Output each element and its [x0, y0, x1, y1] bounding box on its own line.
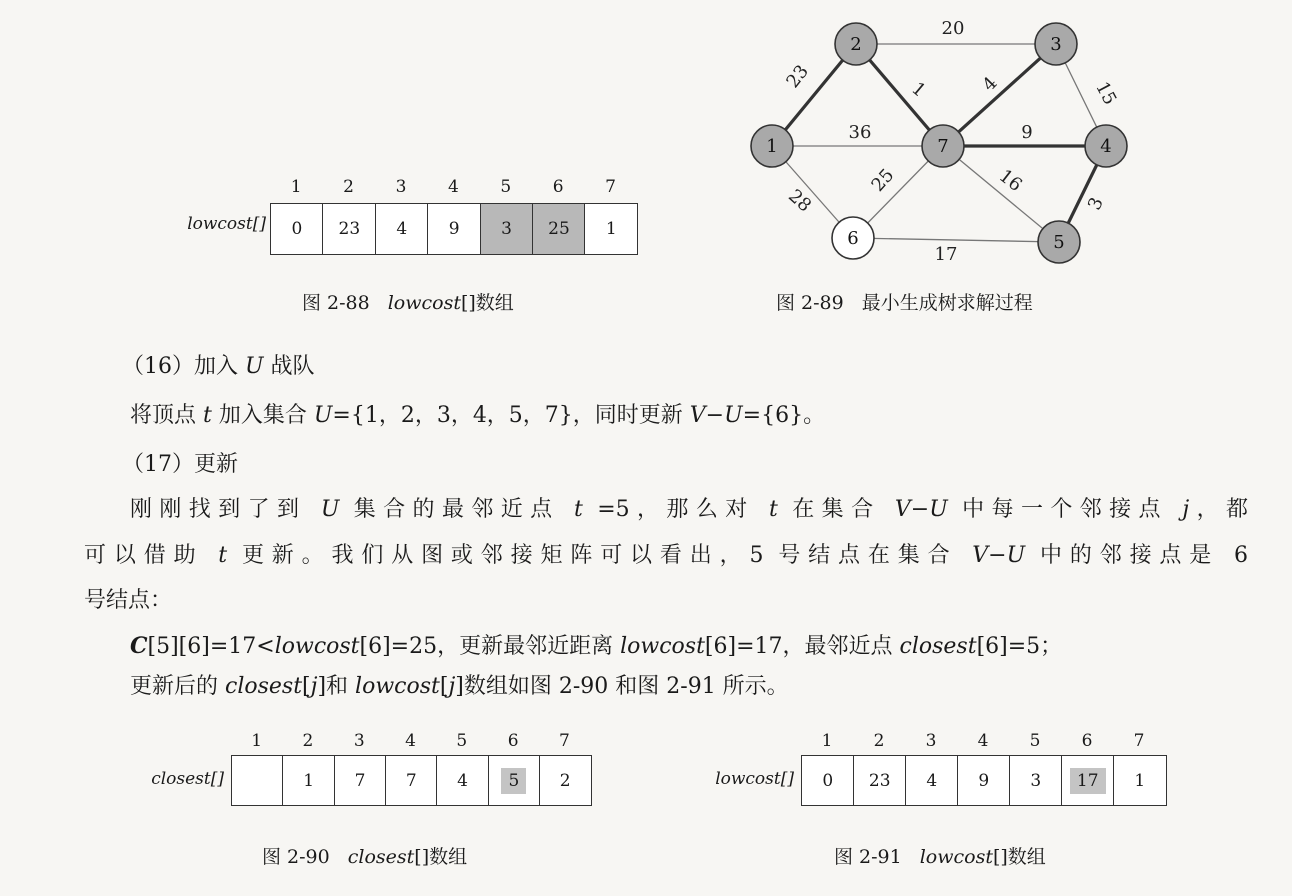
array-index: 7: [559, 731, 570, 751]
array-cell-value: 4: [457, 770, 468, 791]
graph-node-label: 1: [766, 136, 778, 157]
array-cell-value: 5: [501, 768, 526, 794]
var: U: [245, 354, 264, 379]
var: V−U: [894, 497, 948, 522]
array-cell-value: 1: [1134, 770, 1146, 791]
caption-number: 图 2-88: [302, 292, 370, 314]
text: 将顶点: [130, 403, 203, 428]
array-cell: [427, 203, 481, 255]
var: lowcost: [274, 634, 360, 659]
array-index: 4: [405, 731, 416, 751]
var: j: [448, 674, 456, 699]
mst-graph: [740, 10, 1140, 270]
caption-suffix: []数组: [414, 846, 468, 868]
text: ]和: [317, 674, 356, 699]
array-index: 3: [395, 177, 407, 197]
edge-weight-label: 25: [867, 164, 899, 196]
array-cell: [270, 203, 324, 255]
caption-var: lowcost: [919, 846, 993, 868]
edge-weight-label: 9: [1021, 122, 1033, 143]
array-cell-value: 1: [303, 770, 315, 791]
array-index: 7: [605, 177, 616, 197]
edge-weight-label: 17: [934, 244, 958, 265]
paragraph-line-3: [84, 588, 172, 614]
array-cell: [584, 203, 638, 255]
array-cell: [488, 755, 541, 806]
var: closest: [899, 634, 977, 659]
array-cell-value: 3: [1030, 770, 1042, 791]
paragraph-line-1: [130, 497, 1248, 523]
caption-text: 最小生成树求解过程: [861, 292, 1033, 314]
text: 刚刚找到了到: [130, 497, 321, 522]
var: j: [310, 674, 318, 699]
text: [6]=17，最邻近点: [704, 634, 900, 659]
step-16-text: [130, 403, 825, 429]
var: t: [573, 497, 583, 522]
array-cell-value: 2: [559, 770, 571, 791]
graph-node-label: 7: [937, 136, 949, 157]
text: （16）加入: [122, 354, 245, 379]
text: 加入集合: [211, 403, 314, 428]
var: closest: [225, 674, 303, 699]
graph-edge: [943, 146, 1059, 242]
var: lowcost: [620, 634, 705, 659]
caption-var: lowcost: [387, 292, 461, 314]
edge-weight-label: 1: [907, 78, 930, 102]
var: U: [313, 403, 333, 428]
array-cell-value: 17: [1070, 768, 1106, 794]
var: V−U: [689, 403, 743, 428]
array-cell-value: 0: [822, 770, 834, 791]
array-index: 3: [925, 731, 937, 751]
step-16-heading: [122, 354, 315, 380]
array-index: 6: [507, 731, 519, 751]
var: t: [769, 497, 778, 522]
array-index: 5: [1029, 731, 1041, 751]
text: 集合的最邻近点: [339, 497, 574, 522]
array-cell-value: 0: [291, 219, 303, 239]
caption-suffix: []数组: [992, 846, 1046, 868]
text: [6]=5；: [976, 634, 1063, 659]
text: 中的邻接点是 6: [1025, 543, 1248, 568]
array-cell: [436, 755, 489, 806]
graph-node-label: 5: [1053, 232, 1065, 253]
array-cell: [334, 755, 387, 806]
var: t: [203, 403, 212, 428]
caption-number: 图 2-90: [262, 846, 330, 868]
var: V−U: [972, 543, 1026, 568]
array-cell: [957, 755, 1011, 806]
array-cell: [539, 755, 592, 806]
array-cell-value: 1: [605, 219, 617, 239]
edge-weight-label: 3: [1084, 194, 1108, 214]
text: ]数组如图 2-90 和图 2-91 所示。: [455, 674, 789, 699]
text: 战队: [263, 354, 315, 379]
array-cell-value: 7: [354, 770, 366, 791]
graph-node-label: 3: [1050, 34, 1062, 55]
array-cell-value: 4: [926, 770, 938, 791]
array-cell: [231, 755, 284, 806]
array-cell-value: 23: [338, 219, 361, 239]
var: t: [218, 543, 228, 568]
text: [: [439, 674, 449, 699]
graph-node-label: 6: [847, 228, 859, 249]
figure-caption: [834, 842, 1046, 869]
var: U: [320, 497, 340, 522]
text: 更新后的: [130, 674, 225, 699]
array-label: lowcost[]: [187, 214, 266, 234]
formula-line: [130, 633, 1062, 660]
array-index: 6: [552, 177, 564, 197]
text: =5，那么对: [582, 497, 770, 522]
graph-node-label: 4: [1100, 136, 1112, 157]
array-index: 1: [290, 177, 302, 197]
graph-edge: [853, 238, 1059, 242]
text: 号结点：: [84, 588, 173, 613]
array-cell-value: 3: [501, 219, 512, 239]
array-cell-value: 23: [868, 770, 891, 791]
text: 可以借助: [84, 543, 219, 568]
text: [: [302, 674, 311, 699]
array-cell: [1009, 755, 1063, 806]
graph-edge: [943, 44, 1056, 146]
array-index: 4: [977, 731, 989, 751]
array-index: 2: [873, 731, 885, 751]
edge-weight-label: 16: [994, 165, 1026, 196]
text: ={6}。: [742, 403, 826, 428]
graph-node-label: 2: [850, 34, 862, 55]
array-cell: [480, 203, 534, 255]
array-label: closest[]: [151, 769, 224, 789]
array-index: 6: [1081, 731, 1093, 751]
array-cell-value: 25: [548, 219, 570, 239]
array-cell: [385, 755, 438, 806]
array-index: 4: [447, 177, 459, 197]
text: 中每一个邻接点: [947, 497, 1183, 522]
array-index: 7: [1133, 731, 1145, 751]
array-cell: [905, 755, 959, 806]
array-cell-value: 4: [396, 219, 408, 239]
paragraph-line-2: [84, 543, 1248, 569]
caption-number: 图 2-89: [776, 292, 844, 314]
step-17-heading: [122, 452, 238, 478]
edge-weight-label: 23: [782, 61, 813, 93]
array-cell: [1061, 755, 1115, 806]
array-index: 5: [456, 731, 468, 751]
figure-caption: [262, 842, 467, 869]
array-cell: [322, 203, 376, 255]
edge-weight-label: 36: [848, 122, 872, 143]
array-cell: [1113, 755, 1167, 806]
array-label: lowcost[]: [715, 769, 794, 789]
array-cell-value: 9: [448, 219, 460, 239]
array-index: 2: [302, 731, 314, 751]
text: [6]=25，更新最邻近距离: [359, 634, 621, 659]
edge-weight-label: 15: [1091, 78, 1121, 109]
update-line: [130, 674, 789, 700]
edge-weight-label: 20: [941, 18, 965, 39]
var: lowcost: [355, 674, 440, 699]
array-cell-value: 7: [405, 770, 417, 791]
array-cell: [532, 203, 586, 255]
array-cell: [853, 755, 907, 806]
caption-number: 图 2-91: [834, 846, 902, 868]
array-cell: [375, 203, 429, 255]
array-index: 1: [821, 731, 833, 751]
array-index: 1: [251, 731, 263, 751]
figure-caption-2-89: [776, 288, 1033, 315]
text: [5][6]=17<: [147, 634, 275, 659]
array-index: 3: [353, 731, 365, 751]
text: ={1，2，3，4，5，7}，同时更新: [332, 403, 690, 428]
edge-weight-label: 28: [784, 185, 816, 217]
var: C: [130, 633, 148, 659]
text: ，都: [1189, 497, 1248, 522]
array-cell: [801, 755, 855, 806]
var: j: [1182, 497, 1190, 522]
caption-suffix: []数组: [460, 292, 514, 314]
array-index: 2: [343, 177, 354, 197]
caption-var: closest: [347, 846, 415, 868]
array-index: 5: [500, 177, 512, 197]
figure-caption: [302, 288, 514, 315]
text: 在集合: [777, 497, 895, 522]
text: （17）更新: [122, 452, 238, 477]
array-cell-value: 9: [978, 770, 990, 791]
edge-weight-label: 4: [978, 72, 1002, 96]
array-cell: [282, 755, 335, 806]
text: 更新。我们从图或邻接矩阵可以看出，5 号结点在集合: [227, 543, 973, 568]
